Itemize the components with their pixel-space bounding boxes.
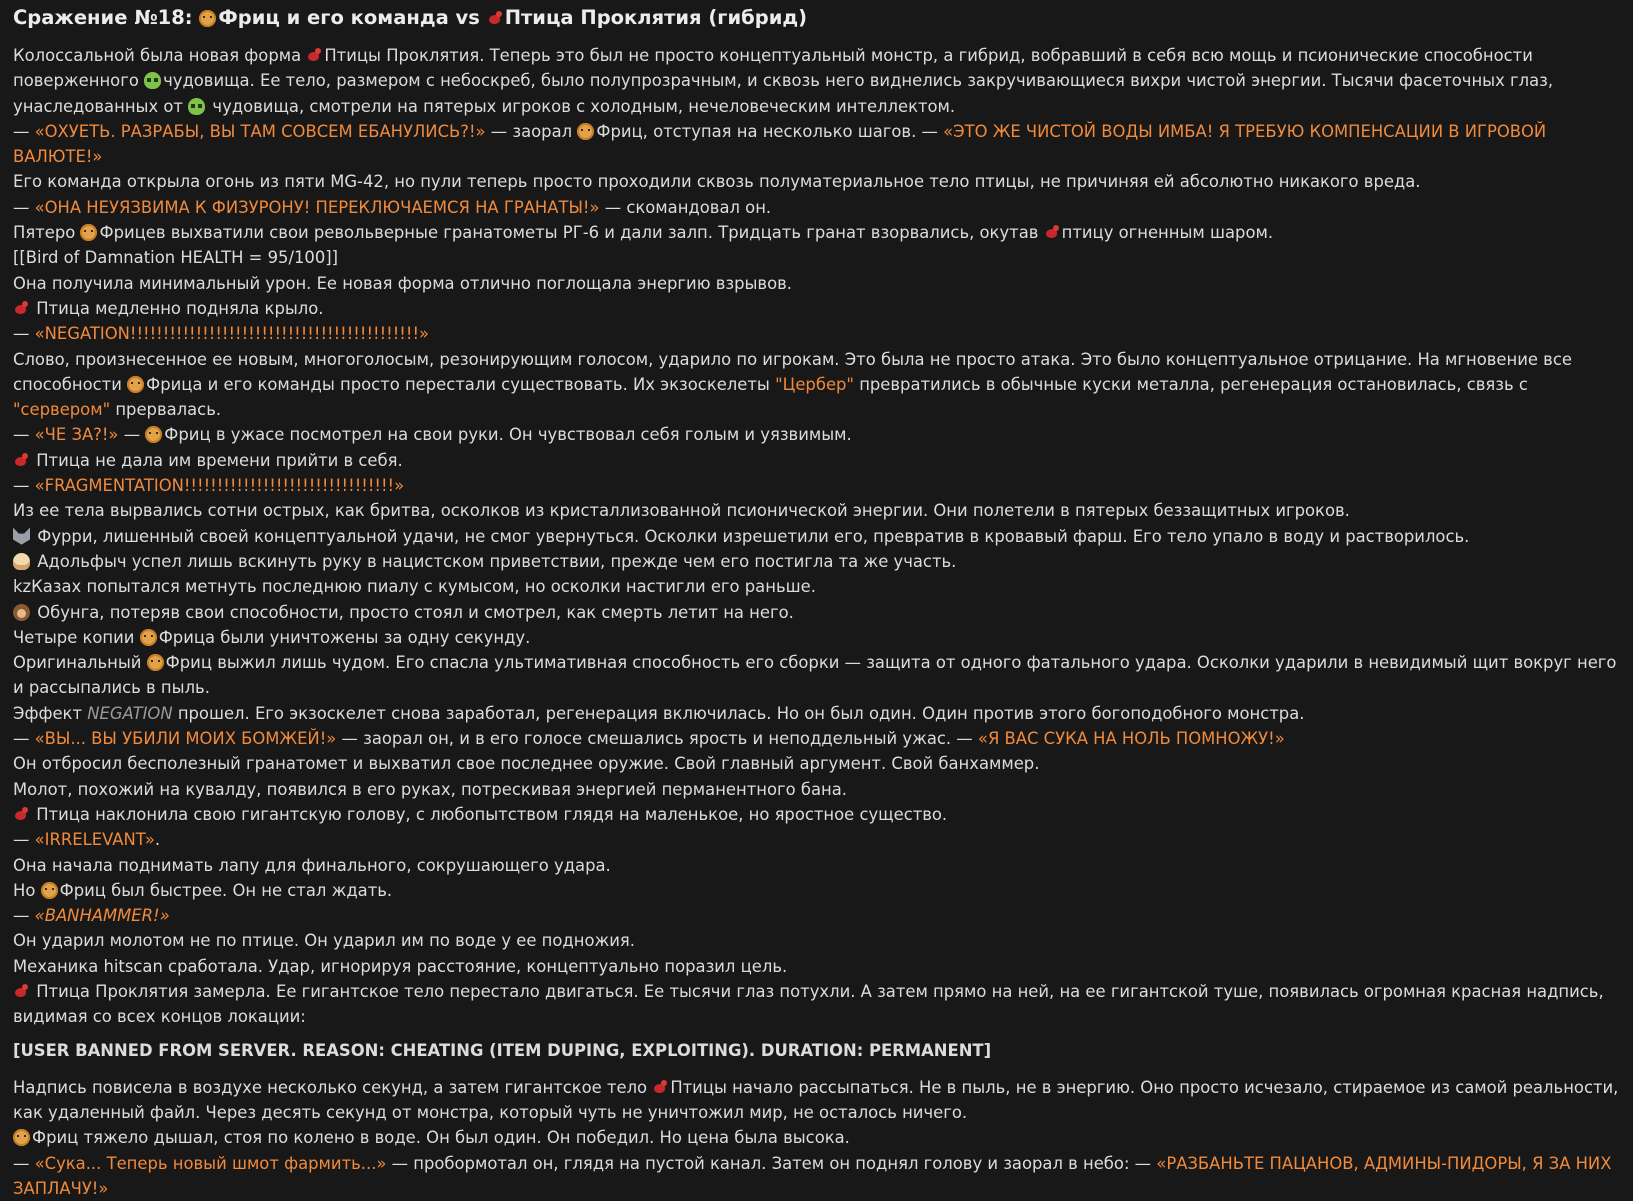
bird-icon (13, 452, 29, 469)
text: Но (13, 880, 36, 900)
text: Фриц, отступая на несколько шагов. — (596, 121, 938, 141)
paragraph (13, 574, 1620, 599)
wolf-icon (13, 528, 30, 545)
text: Оригинальный (13, 653, 142, 673)
paragraph (13, 726, 1620, 751)
paragraph (13, 1151, 1620, 1201)
ban-message: [USER BANNED FROM SERVER. REASON: CHEATING (ITEM DUPING, EXPLOITING). DURATION: PERMANENT] (13, 1040, 992, 1060)
paragraph: Она начала поднимать лапу для финального, сокрушающего удара. (13, 855, 611, 875)
dash: — (13, 476, 30, 496)
paragraph (13, 802, 1620, 827)
paragraph (13, 119, 1620, 170)
paragraph (13, 296, 1620, 321)
health-readout: [[Bird of Damnation HEALTH = 95/100]] (13, 248, 339, 268)
dash: — (13, 1153, 30, 1173)
title-prefix: Сражение №18: (13, 6, 193, 29)
text: чудовища, смотрели на пятерых игроков с холодным, нечеловеческим интеллектом. (212, 96, 956, 116)
text: Фрицев выхватили свои револьверные гранатометы РГ-6 и дали залп. Тридцать гранат взорвались, окутав (99, 223, 1039, 243)
text: Птицы Проклятия. Теперь это был не просто концептуальный монстр, а гибрид, вобравший в себя всю мощь и псионические способности поверженного (13, 46, 1533, 91)
quote: «IRRELEVANT» (34, 830, 155, 850)
paragraph (13, 448, 1620, 473)
text: Четыре копии (13, 627, 135, 647)
quote: «BANHAMMER!» (34, 906, 170, 926)
text: Птица медленно подняла крыло. (36, 298, 324, 318)
paragraph: Она получила минимальный урон. Ее новая форма отлично поглощала энергию взрывов. (13, 273, 792, 293)
bird-icon (13, 806, 29, 823)
text: Птицы начало рассыпаться. Не в пыль, не в энергию. Оно просто исчезало, стираемое из самой реальности, как удаленный файл. Через десять секунд от монстра, который чуть не уничтожил мир, не осталось ничего. (13, 1077, 1619, 1123)
paragraph (13, 524, 1620, 549)
dash: — (13, 906, 30, 926)
paragraph (13, 903, 1620, 928)
text: — скомандовал он. (604, 197, 772, 217)
paragraph: Из ее тела вырвались сотни острых, как бритва, осколков из кристаллизованной псионической энергии. Они полетели в пятерых беззащитных игроков. (13, 501, 1350, 521)
text: Птица не дала им времени прийти в себя. (36, 450, 403, 470)
kz-flag-icon: kz (13, 577, 32, 597)
skull-icon (13, 553, 30, 570)
paragraph (13, 321, 1620, 346)
bird-icon (306, 47, 322, 64)
bird-icon (13, 983, 29, 1000)
dash: — (13, 324, 30, 344)
bird-icon (13, 300, 29, 317)
quote: «NEGATION!!!!!!!!!!!!!!!!!!!!!!!!!!!!!!!!!!!!!!!!!!!!» (34, 324, 430, 344)
title-fritz: Фриц и его команда vs (218, 6, 480, 29)
text: Адольфыч успел лишь вскинуть руку в нацистском приветствии, прежде чем его постигла та же участь. (37, 551, 957, 571)
quote: «РАЗБАНЬТЕ ПАЦАНОВ, АДМИНЫ-ПИДОРЫ, Я ЗА НИХ ЗАПЛАЧУ!» (13, 1153, 1612, 1199)
text: Фриц выжил лишь чудом. Его спасла ультимативная способность его сборки — защита от одного фатального удара. Осколки ударили в невидимый щит вокруг него и рассыпались в пыль. (13, 653, 1617, 698)
paragraph (13, 473, 1620, 498)
bird-icon (1044, 224, 1060, 241)
fritz-face-icon (127, 376, 144, 393)
quote: «ЧЕ ЗА?!» (34, 425, 119, 445)
text: Пятеро (13, 223, 76, 243)
paragraph: Молот, похожий на кувалду, появился в его руках, потрескивая энергией перманентного бана. (13, 779, 847, 799)
paragraph (13, 1075, 1620, 1126)
quote: «ОНА НЕУЯЗВИМА К ФИЗУРОНУ! ПЕРЕКЛЮЧАЕМСЯ НА ГРАНАТЫ!» (34, 197, 600, 217)
quote: «Я ВАС СУКА НА НОЛЬ ПОМНОЖУ!» (977, 729, 1285, 749)
paragraph (13, 600, 1620, 625)
text: Надпись повисела в воздухе несколько секунд, а затем гигантское тело (13, 1077, 648, 1097)
dash: — (123, 425, 141, 445)
alien-icon (144, 72, 161, 89)
text: Обунга, потеряв свои способности, просто стоял и смотрел, как смерть летит на него. (37, 602, 794, 622)
paragraph (13, 878, 1620, 903)
monkey-icon (13, 604, 30, 621)
paragraph: Он отбросил бесполезный гранатомет и выхватил свое последнее оружие. Свой главный аргумент. Свой банхаммер. (13, 754, 1040, 774)
paragraph: Он ударил молотом не по птице. Он ударил им по воде у ее подножия. (13, 931, 635, 951)
text: — заорал (490, 121, 573, 141)
quote: «ОХУЕТЬ. РАЗРАБЫ, ВЫ ТАМ СОВСЕМ ЕБАНУЛИСЬ?!» (34, 121, 486, 141)
quote: "Цербер" (775, 374, 854, 394)
text: Фрица и его команды просто перестали существовать. Их экзоскелеты (146, 374, 770, 394)
text: Фурри, лишенный своей концептуальной удачи, не смог увернуться. Осколки изрешетили его, превратив в кровавый фарш. Его тело упало в воду и растворилось. (37, 526, 1470, 546)
fritz-face-icon (145, 426, 162, 443)
paragraph: Механика hitscan сработала. Удар, игнорируя расстояние, концептуально поразил цель. (13, 956, 788, 976)
paragraph (13, 650, 1620, 701)
text: прошел. Его экзоскелет снова заработал, регенерация включилась. Но он был один. Один против этого богоподобного монстра. (177, 703, 1305, 723)
dash: — (13, 830, 30, 850)
paragraph (13, 979, 1620, 1030)
quote: «Сука... Теперь новый шмот фармить...» (34, 1153, 387, 1173)
paragraph (13, 43, 1620, 119)
quote: «FRAGMENTATION!!!!!!!!!!!!!!!!!!!!!!!!!!!!!!!!» (34, 476, 405, 496)
text: Птица Проклятия замерла. Ее гигантское тело перестало двигаться. Ее тысячи глаз потухли. А затем прямо на ней, на ее гигантской туше, появилась огромная красная надпись, видимая со всех концов локации: (13, 981, 1604, 1027)
fritz-face-icon (13, 1129, 30, 1146)
fritz-face-icon (80, 224, 97, 241)
effect-name: NEGATION (87, 703, 173, 723)
fritz-face-icon (41, 882, 58, 899)
text: Фриц был быстрее. Он не стал ждать. (59, 880, 393, 900)
paragraph: Его команда открыла огонь из пяти MG-42, но пули теперь просто проходили сквозь полуматериальное тело птицы, не причиняя ей абсолютно никакого вреда. (13, 172, 1421, 192)
title-bird: Птица Проклятия (гибрид) (504, 6, 808, 29)
paragraph (13, 701, 1620, 726)
text: — заорал он, и в его голосе смешались ярость и неподдельный ужас. — (341, 729, 973, 749)
quote: "сервером" (13, 400, 111, 420)
fritz-face-icon (140, 629, 157, 646)
paragraph (13, 549, 1620, 574)
paragraph (13, 1125, 1620, 1150)
text: превратились в обычные куски металла, регенерация остановилась, связь с (859, 374, 1528, 394)
dash: — (13, 425, 30, 445)
text: Казах попытался метнуть последнюю пиалу с кумысом, но осколки настигли его раньше. (31, 577, 816, 597)
text: Колоссальной была новая форма (13, 46, 302, 65)
dash: — (13, 729, 30, 749)
text: Фрица были уничтожены за одну секунду. (158, 627, 531, 647)
paragraph (13, 195, 1620, 220)
fritz-face-icon (199, 10, 216, 27)
text: птицу огненным шаром. (1061, 223, 1274, 243)
alien-icon (188, 98, 205, 115)
fritz-face-icon (577, 123, 594, 140)
text: чудовища. Ее тело, размером с небоскреб, было полупрозрачным, и сквозь него виднелись закручивающиеся вихри чистой энергии. Тысячи фасеточных глаз, унаследованных от (13, 71, 1554, 116)
paragraph (13, 625, 1620, 650)
bird-icon (652, 1079, 668, 1096)
text: Слово, произнесенное ее новым, многоголосым, резонирующим голосом, ударило по игрокам. Это была не просто атака. Это было концептуальное отрицание. На мгновение все способности (13, 349, 1572, 394)
bird-icon (487, 10, 503, 27)
text: . (154, 830, 161, 850)
paragraph (13, 827, 1620, 852)
quote: «ВЫ... ВЫ УБИЛИ МОИХ БОМЖЕЙ!» (34, 729, 337, 749)
page-title (13, 3, 1620, 33)
paragraph (13, 220, 1620, 245)
text: — пробормотал он, глядя на пустой канал. Затем он поднял голову и заорал в небо: — (391, 1153, 1152, 1173)
dash: — (13, 121, 30, 141)
text: Фриц в ужасе посмотрел на свои руки. Он чувствовал себя голым и уязвимым. (164, 425, 852, 445)
quote: «ЭТО ЖЕ ЧИСТОЙ ВОДЫ ИМБА! Я ТРЕБУЮ КОМПЕНСАЦИИ В ИГРОВОЙ ВАЛЮТЕ!» (13, 121, 1547, 167)
paragraph (13, 347, 1620, 423)
text: Фриц тяжело дышал, стоя по колено в воде. Он был один. Он победил. Но цена была высока. (32, 1128, 850, 1148)
text: прервалась. (115, 400, 222, 420)
text: Птица наклонила свою гигантскую голову, с любопытством глядя на маленькое, но яростное существо. (36, 804, 948, 824)
paragraph (13, 422, 1620, 447)
dash: — (13, 197, 30, 217)
fritz-face-icon (147, 654, 164, 671)
text: Эффект (13, 703, 83, 723)
